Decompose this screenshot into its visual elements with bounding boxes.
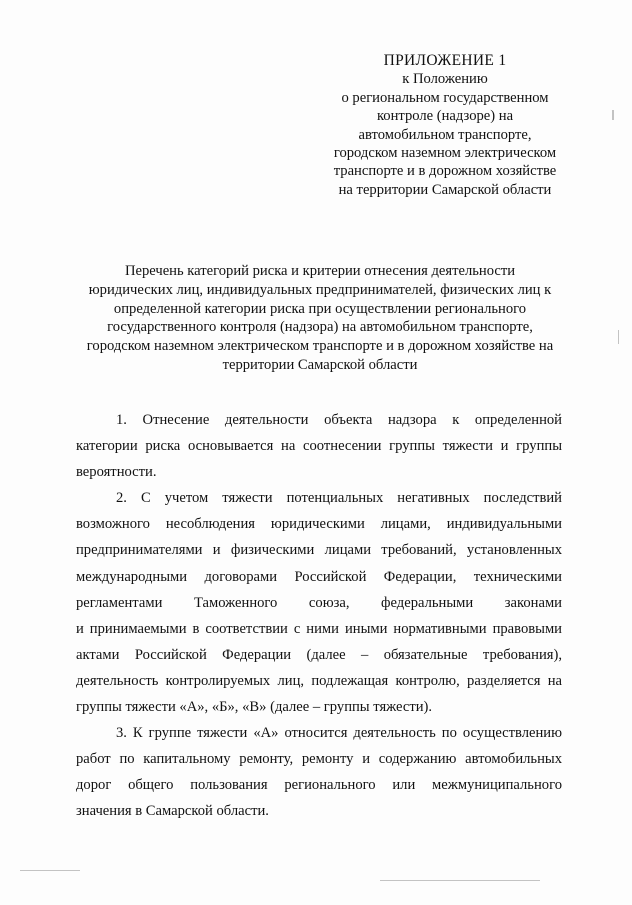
appendix-line: к Положению [402,71,488,88]
paragraph-line: вероятности. [76,464,157,481]
document-title [60,262,580,375]
title-line: Перечень категорий риска и критерии отнесения деятельности [124,263,516,279]
paragraph-line: возможного несоблюдения юридическими лицами, индивидуальными [76,516,562,533]
paragraph-line: 3. К группе тяжести «А» относится деятельность по осуществлению [116,725,562,742]
scan-speck [20,870,80,871]
paragraph-line: значения в Самарской области. [76,803,269,820]
paragraph-line: 1. Отнесение деятельности объекта надзора к определенной [116,412,562,428]
appendix-heading: ПРИЛОЖЕНИЕ 1 [383,52,507,69]
scan-speck [380,880,540,881]
paragraph-3 [76,720,562,824]
paragraph-line: деятельность контролируемых лиц, подлежащая контролю, разделяется на [76,672,562,689]
appendix-line: городском наземном электрическом [333,145,557,162]
title-line: юридических лиц, индивидуальных предпринимателей, физических лиц к [88,281,552,298]
scan-speck [618,330,619,344]
paragraph-line: группы тяжести «А», «Б», «В» (далее – группы тяжести). [76,699,433,716]
appendix-line: контроле (надзоре) на [376,108,514,125]
document-body [76,407,562,825]
paragraph-line: работ по капитальному ремонту, ремонту и содержанию автомобильных [76,751,562,768]
scan-speck [612,110,614,120]
appendix-line: о региональном государственном [341,89,549,106]
title-line: государственного контроля (надзора) на автомобильном транспорте, [107,319,533,336]
appendix-block [300,52,590,199]
appendix-line: транспорте и в дорожном хозяйстве [333,163,557,180]
paragraph-line: дорог общего пользования регионального или межмуниципального [76,777,562,794]
paragraph-line: категории риска основывается на соотнесении группы тяжести и группы [76,438,562,455]
paragraph-line: актами Российской Федерации (далее – обязательные требования), [76,646,562,663]
paragraph-line: 2. С учетом тяжести потенциальных негативных последствий [116,490,562,507]
title-line: городском наземном электрическом транспорте и в дорожном хозяйстве на [86,338,554,355]
paragraph-line: регламентами Таможенного союза, федеральными законами [76,594,562,611]
paragraph-line: предпринимателями и физическими лицами требований, установленных [76,542,562,559]
title-line: определенной категории риска при осуществлении регионального [113,300,527,317]
paragraph-line: международными договорами Российской Федерации, техническими [76,568,562,585]
paragraph-1 [76,407,562,485]
appendix-line: автомобильном транспорте, [358,126,532,143]
paragraph-2 [76,485,562,720]
paragraph-line: и принимаемыми в соответствии с ними иными нормативными правовыми [76,620,562,637]
title-line: территории Самарской области [222,356,418,373]
appendix-line: на территории Самарской области [338,181,552,198]
